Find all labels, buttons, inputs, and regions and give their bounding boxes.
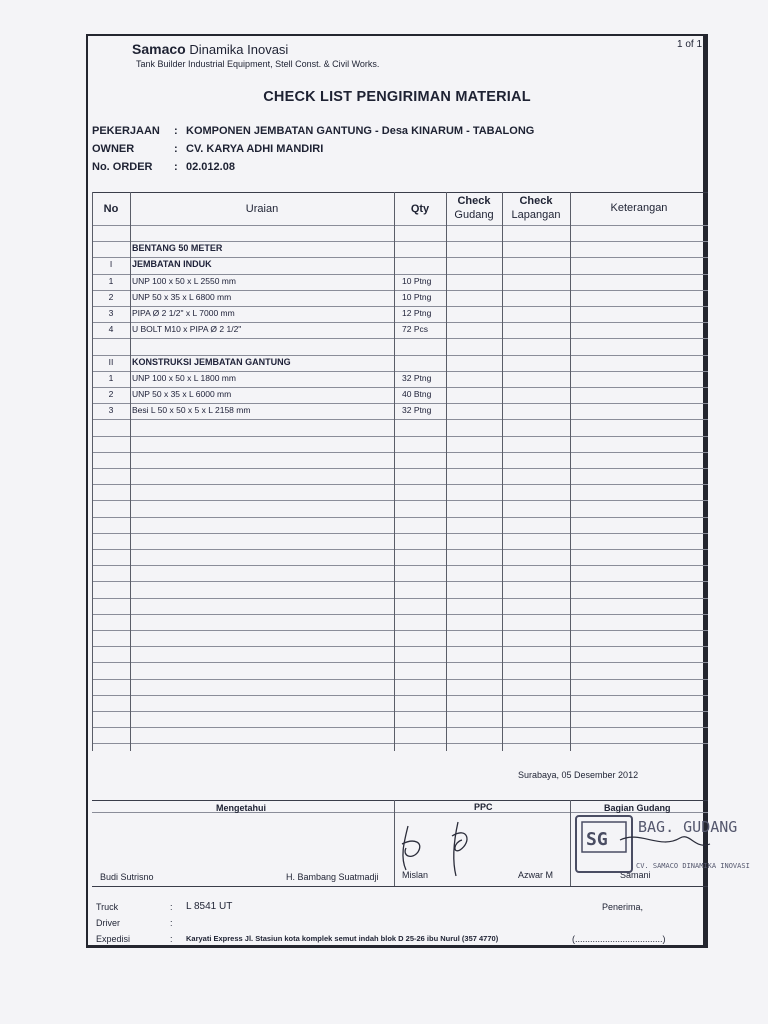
company-name <box>132 41 288 57</box>
row-qty <box>402 241 446 256</box>
table-column-line <box>130 192 131 751</box>
signer-samani: Samani <box>620 870 651 880</box>
row-qty <box>402 355 446 370</box>
col-header-no: No <box>103 203 119 215</box>
row-no: 1 <box>108 372 114 383</box>
col-header-qty: Qty <box>410 203 430 215</box>
company-name-bold: Samaco <box>132 41 186 57</box>
expedisi-label: Expedisi <box>96 934 131 944</box>
table-row-line <box>92 662 708 663</box>
handwritten-signatures <box>396 812 486 882</box>
row-uraian: KONSTRUKSI JEMBATAN GANTUNG <box>132 356 291 367</box>
order-label: No. ORDER <box>92 161 153 173</box>
row-qty: 10 Ptng <box>402 291 432 302</box>
row-uraian: Besi L 50 x 50 x 5 x L 2158 mm <box>132 405 251 416</box>
stamp-line-2: CV. SAMACO DINAMIKA INOVASI <box>636 862 750 870</box>
row-no: 1 <box>108 275 114 286</box>
owner-label: OWNER <box>92 143 135 155</box>
owner-value: CV. KARYA ADHI MANDIRI <box>186 143 324 155</box>
row-uraian: BENTANG 50 METER <box>132 243 223 254</box>
table-row-line <box>92 517 708 518</box>
pekerjaan-label: PEKERJAAN <box>92 125 160 137</box>
row-no <box>92 225 130 240</box>
check-lapangan-line2: Lapangan <box>511 209 561 221</box>
signer-budi: Budi Sutrisno <box>100 872 154 882</box>
row-uraian: PIPA Ø 2 1/2" x L 7000 mm <box>132 308 235 318</box>
sig-divider-1 <box>394 800 395 886</box>
truck-label: Truck <box>96 902 119 912</box>
table-row-line <box>92 452 708 453</box>
check-lapangan-line1: Check <box>519 195 553 207</box>
table-top-line <box>92 192 708 193</box>
penerima-blank: (...................................) <box>572 934 666 944</box>
row-no: I <box>109 259 113 270</box>
table-row-line <box>92 743 708 744</box>
row-qty <box>402 257 446 272</box>
stamp-graphic <box>570 800 760 880</box>
truck-value: L 8541 UT <box>186 901 233 912</box>
col-header-keterangan: Keterangan <box>610 202 668 214</box>
row-no: 2 <box>108 291 114 302</box>
table-row-line <box>92 581 708 582</box>
bagian-gudang-label: Bagian Gudang <box>604 803 671 813</box>
driver-colon: : <box>170 918 173 928</box>
table-column-line <box>570 192 571 751</box>
table-row-line <box>92 500 708 501</box>
mengetahui-label: Mengetahui <box>216 803 267 813</box>
pekerjaan-colon: : <box>174 125 178 137</box>
row-qty <box>402 225 446 240</box>
row-uraian: JEMBATAN INDUK <box>132 259 212 270</box>
signer-mislan: Mislan <box>402 870 429 880</box>
order-colon: : <box>174 161 178 173</box>
expedisi-value: Karyati Express Jl. Stasiun kota komplek semut indah blok D 25-26 ibu Nurul (357 4770) <box>186 934 499 943</box>
table-row-line <box>92 614 708 615</box>
row-qty <box>402 338 446 353</box>
row-uraian: UNP 100 x 50 x L 1800 mm <box>132 372 236 383</box>
document-title: CHECK LIST PENGIRIMAN MATERIAL <box>263 89 531 105</box>
owner-colon: : <box>174 143 178 155</box>
penerima-label: Penerima, <box>602 902 644 912</box>
stamp-line-1: BAG. GUDANG <box>638 818 738 836</box>
row-qty: 40 Btng <box>402 389 432 399</box>
table-row-line <box>92 598 708 599</box>
page-number: 1 of 1 <box>677 39 703 50</box>
row-no: 4 <box>108 324 114 335</box>
row-qty: 32 Ptng <box>402 372 432 383</box>
row-qty: 72 Pcs <box>402 324 428 335</box>
material-table <box>92 192 708 751</box>
row-qty: 32 Ptng <box>402 405 432 416</box>
check-gudang-line2: Gudang <box>454 209 494 221</box>
row-qty: 12 Ptng <box>402 308 432 318</box>
table-row-line <box>92 565 708 566</box>
row-qty: 10 Ptng <box>402 275 432 286</box>
order-value: 02.012.08 <box>186 161 235 173</box>
table-row-line <box>92 711 708 712</box>
company-name-rest: Dinamika Inovasi <box>189 42 289 57</box>
sig-bottom-line <box>92 886 708 887</box>
table-row-line <box>92 484 708 485</box>
check-gudang-line1: Check <box>457 195 491 207</box>
company-stamp <box>570 800 760 880</box>
col-header-check-lapangan <box>502 194 570 222</box>
row-no <box>92 241 130 256</box>
expedisi-colon: : <box>170 934 173 944</box>
table-row-line <box>92 468 708 469</box>
table-row-line <box>92 419 708 420</box>
row-no <box>92 338 130 353</box>
row-no: II <box>108 356 114 367</box>
col-header-uraian: Uraian <box>245 203 279 215</box>
row-uraian: U BOLT M10 x PIPA Ø 2 1/2" <box>132 324 242 335</box>
pekerjaan-value: KOMPONEN JEMBATAN GANTUNG - Desa KINARUM - TABALONG <box>186 125 535 137</box>
driver-label: Driver <box>96 918 120 928</box>
table-column-line <box>502 192 503 751</box>
company-tagline: Tank Builder Industrial Equipment, Stell Const. & Civil Works. <box>136 59 380 69</box>
row-no: 3 <box>108 405 114 416</box>
place-date: Surabaya, 05 Desember 2012 <box>518 770 639 780</box>
table-row-line <box>92 646 708 647</box>
table-row-line <box>92 549 708 550</box>
table-row-line <box>92 695 708 696</box>
table-row-line <box>92 727 708 728</box>
row-no: 2 <box>108 389 114 399</box>
table-row-line <box>92 679 708 680</box>
signer-azwar: Azwar M <box>518 870 554 880</box>
row-uraian <box>132 338 392 353</box>
ppc-label: PPC <box>474 802 493 812</box>
row-uraian <box>132 225 392 240</box>
stamp-logo-text: SG <box>586 829 608 850</box>
table-row-line <box>92 436 708 437</box>
table-row-line <box>92 533 708 534</box>
signer-bambang: H. Bambang Suatmadji <box>286 872 379 882</box>
row-uraian: UNP 100 x 50 x L 2550 mm <box>132 275 236 286</box>
table-row-line <box>92 630 708 631</box>
col-header-check-gudang <box>446 194 502 222</box>
row-no: 3 <box>108 308 114 318</box>
row-uraian: UNP 50 x 35 x L 6800 mm <box>132 291 232 302</box>
row-uraian: UNP 50 x 35 x L 6000 mm <box>132 389 232 399</box>
truck-colon: : <box>170 902 173 912</box>
table-column-line <box>394 192 395 751</box>
table-column-line <box>446 192 447 751</box>
